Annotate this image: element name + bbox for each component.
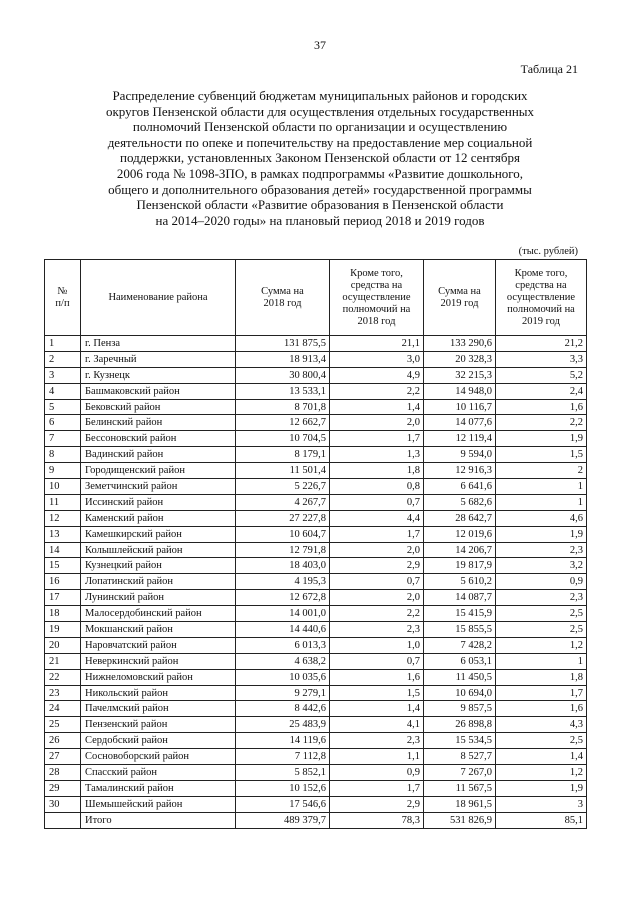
table-row: [45, 685, 587, 701]
table-row: [45, 669, 587, 685]
sum-2019: 11 450,5: [424, 669, 496, 685]
sum-2018: 8 442,6: [236, 701, 330, 717]
page-number: 37: [314, 38, 326, 52]
extra-2019: 2,3: [496, 590, 587, 606]
row-number: 4: [45, 383, 81, 399]
extra-2019: 2,5: [496, 606, 587, 622]
extra-2019: 2,5: [496, 733, 587, 749]
row-number: 7: [45, 431, 81, 447]
sum-2019: 15 415,9: [424, 606, 496, 622]
district-name: Лунинский район: [81, 590, 236, 606]
sum-2018: 12 791,8: [236, 542, 330, 558]
district-name: Шемышейский район: [81, 796, 236, 812]
district-name: г. Кузнецк: [81, 367, 236, 383]
extra-2019: 1,5: [496, 447, 587, 463]
sum-2018: 5 852,1: [236, 765, 330, 781]
table-row: [45, 447, 587, 463]
extra-2018: 0,9: [330, 765, 424, 781]
extra-2018: 1,7: [330, 780, 424, 796]
row-number: 6: [45, 415, 81, 431]
sum-2018: 4 195,3: [236, 574, 330, 590]
header-extra-2019: Кроме того, средства на осуществление полномочий на 2019 год: [496, 260, 587, 336]
row-number: 15: [45, 558, 81, 574]
table-row: [45, 749, 587, 765]
row-number: 16: [45, 574, 81, 590]
sum-2018: 10 704,5: [236, 431, 330, 447]
sum-2018: 17 546,6: [236, 796, 330, 812]
table-row: [45, 558, 587, 574]
sum-2019: 5 682,6: [424, 494, 496, 510]
district-name: Белинский район: [81, 415, 236, 431]
extra-2019: 1: [496, 494, 587, 510]
sum-2019: 6 641,6: [424, 479, 496, 495]
extra-2018: 2,2: [330, 606, 424, 622]
district-name: Пензенский район: [81, 717, 236, 733]
sum-2019: 26 898,8: [424, 717, 496, 733]
extra-2018: 2,3: [330, 622, 424, 638]
extra-2018: 2,0: [330, 590, 424, 606]
sum-2019: 5 610,2: [424, 574, 496, 590]
sum-2019: 9 594,0: [424, 447, 496, 463]
total-row: [45, 812, 587, 828]
header-sum-2019: Сумма на 2019 год: [424, 260, 496, 336]
sum-2018: 7 112,8: [236, 749, 330, 765]
sum-2019: 12 019,6: [424, 526, 496, 542]
district-name: Лопатинский район: [81, 574, 236, 590]
extra-2018: 1,5: [330, 685, 424, 701]
row-number: 20: [45, 637, 81, 653]
sum-2019: 10 116,7: [424, 399, 496, 415]
district-name: Колышлейский район: [81, 542, 236, 558]
table-row: [45, 701, 587, 717]
extra-2019: 5,2: [496, 367, 587, 383]
district-name: Сосновоборский район: [81, 749, 236, 765]
row-number: 13: [45, 526, 81, 542]
subventions-table: [44, 259, 587, 829]
sum-2018: 27 227,8: [236, 510, 330, 526]
sum-2019: 12 916,3: [424, 463, 496, 479]
district-name: Мокшанский район: [81, 622, 236, 638]
row-number: 24: [45, 701, 81, 717]
district-name: Малосердобинский район: [81, 606, 236, 622]
extra-2019: 4,6: [496, 510, 587, 526]
table-row: [45, 431, 587, 447]
extra-2018: 1,7: [330, 526, 424, 542]
extra-2018: 1,6: [330, 669, 424, 685]
extra-2019: 2,3: [496, 542, 587, 558]
district-name: Тамалинский район: [81, 780, 236, 796]
extra-2018: 0,7: [330, 574, 424, 590]
extra-2019: 1,6: [496, 701, 587, 717]
sum-2019: 531 826,9: [424, 812, 496, 828]
sum-2018: 10 604,7: [236, 526, 330, 542]
extra-2018: 78,3: [330, 812, 424, 828]
extra-2019: 1,9: [496, 780, 587, 796]
district-name: Нижнеломовский район: [81, 669, 236, 685]
header-sum-2018: Сумма на 2018 год: [236, 260, 330, 336]
extra-2018: 1,8: [330, 463, 424, 479]
extra-2018: 0,7: [330, 494, 424, 510]
table-row: [45, 765, 587, 781]
district-name: Бековский район: [81, 399, 236, 415]
table-row: [45, 463, 587, 479]
table-row: [45, 542, 587, 558]
table-row: [45, 479, 587, 495]
district-name: Никольский район: [81, 685, 236, 701]
district-name: Неверкинский район: [81, 653, 236, 669]
table-row: [45, 717, 587, 733]
sum-2018: 4 638,2: [236, 653, 330, 669]
extra-2018: 1,3: [330, 447, 424, 463]
table-row: [45, 574, 587, 590]
table-row: [45, 606, 587, 622]
row-number: 28: [45, 765, 81, 781]
extra-2019: 1,7: [496, 685, 587, 701]
sum-2018: 12 662,7: [236, 415, 330, 431]
sum-2019: 14 948,0: [424, 383, 496, 399]
row-number: 23: [45, 685, 81, 701]
district-name: Иссинский район: [81, 494, 236, 510]
extra-2018: 3,0: [330, 351, 424, 367]
extra-2018: 1,0: [330, 637, 424, 653]
sum-2018: 10 035,6: [236, 669, 330, 685]
sum-2019: 11 567,5: [424, 780, 496, 796]
sum-2019: 7 428,2: [424, 637, 496, 653]
extra-2018: 4,4: [330, 510, 424, 526]
extra-2019: 1,6: [496, 399, 587, 415]
row-number: 2: [45, 351, 81, 367]
extra-2018: 21,1: [330, 336, 424, 352]
table-body: [45, 336, 587, 829]
district-name: г. Заречный: [81, 351, 236, 367]
extra-2019: 0,9: [496, 574, 587, 590]
extra-2019: 1,4: [496, 749, 587, 765]
extra-2019: 3: [496, 796, 587, 812]
district-name: Камешкирский район: [81, 526, 236, 542]
row-number: 5: [45, 399, 81, 415]
district-name: Вадинский район: [81, 447, 236, 463]
extra-2019: 21,2: [496, 336, 587, 352]
extra-2018: 1,1: [330, 749, 424, 765]
sum-2018: 10 152,6: [236, 780, 330, 796]
extra-2019: 4,3: [496, 717, 587, 733]
header-name: Наименование района: [81, 260, 236, 336]
table-row: [45, 780, 587, 796]
sum-2018: 6 013,3: [236, 637, 330, 653]
row-number: 9: [45, 463, 81, 479]
extra-2019: 1,2: [496, 637, 587, 653]
extra-2018: 1,7: [330, 431, 424, 447]
table-row: [45, 336, 587, 352]
extra-2019: 85,1: [496, 812, 587, 828]
extra-2019: 1,8: [496, 669, 587, 685]
row-number: 17: [45, 590, 81, 606]
table-row: [45, 510, 587, 526]
row-number: 21: [45, 653, 81, 669]
sum-2018: 4 267,7: [236, 494, 330, 510]
table-row: [45, 622, 587, 638]
row-number: 1: [45, 336, 81, 352]
row-number: 14: [45, 542, 81, 558]
table-row: [45, 590, 587, 606]
document-title: Распределение субвенций бюджетам муниципальных районов и городских округов Пензенской области для осуществления отдельных государственных полномочий Пензенской области по организации и осуществлению деятельности по опеке и попечительству на предоставление мер социальной поддержки, установленных Законом Пензенской области от 12 сентября 2006 года № 1098-ЗПО, в рамках подпрограммы «Развитие дошкольного, общего и дополнительного образования детей» государственной программы Пензенской области «Развитие образования в Пензенской области на 2014–2020 годы» на плановый период 2018 и 2019 годов: [105, 88, 535, 228]
table-row: [45, 637, 587, 653]
extra-2019: 2,4: [496, 383, 587, 399]
table-row: [45, 653, 587, 669]
district-name: Башмаковский район: [81, 383, 236, 399]
table-label: Таблица 21: [520, 62, 578, 76]
extra-2019: 2,2: [496, 415, 587, 431]
sum-2019: 14 077,6: [424, 415, 496, 431]
district-name: Пачелмский район: [81, 701, 236, 717]
extra-2019: 1,9: [496, 526, 587, 542]
extra-2018: 0,8: [330, 479, 424, 495]
extra-2018: 2,3: [330, 733, 424, 749]
sum-2019: 20 328,3: [424, 351, 496, 367]
units-note: (тыс. рублей): [518, 246, 578, 257]
extra-2018: 2,0: [330, 542, 424, 558]
extra-2018: 2,0: [330, 415, 424, 431]
extra-2018: 2,9: [330, 796, 424, 812]
extra-2019: 1,9: [496, 431, 587, 447]
extra-2018: 2,9: [330, 558, 424, 574]
sum-2019: 7 267,0: [424, 765, 496, 781]
extra-2019: 3,3: [496, 351, 587, 367]
row-number: 18: [45, 606, 81, 622]
table-row: [45, 351, 587, 367]
row-number: 10: [45, 479, 81, 495]
row-number: 12: [45, 510, 81, 526]
district-name: Итого: [81, 812, 236, 828]
table-row: [45, 733, 587, 749]
extra-2018: 1,4: [330, 399, 424, 415]
district-name: Бессоновский район: [81, 431, 236, 447]
extra-2019: 1: [496, 479, 587, 495]
row-number: 3: [45, 367, 81, 383]
sum-2019: 15 534,5: [424, 733, 496, 749]
extra-2018: 0,7: [330, 653, 424, 669]
sum-2018: 14 119,6: [236, 733, 330, 749]
row-number: 22: [45, 669, 81, 685]
sum-2019: 133 290,6: [424, 336, 496, 352]
table-row: [45, 526, 587, 542]
table-row: [45, 415, 587, 431]
row-number: 29: [45, 780, 81, 796]
sum-2018: 9 279,1: [236, 685, 330, 701]
sum-2019: 28 642,7: [424, 510, 496, 526]
sum-2018: 12 672,8: [236, 590, 330, 606]
sum-2019: 18 961,5: [424, 796, 496, 812]
sum-2019: 14 087,7: [424, 590, 496, 606]
district-name: Городищенский район: [81, 463, 236, 479]
sum-2019: 32 215,3: [424, 367, 496, 383]
sum-2018: 25 483,9: [236, 717, 330, 733]
district-name: Каменский район: [81, 510, 236, 526]
district-name: г. Пенза: [81, 336, 236, 352]
sum-2018: 5 226,7: [236, 479, 330, 495]
row-number: [45, 812, 81, 828]
header-num: № п/п: [45, 260, 81, 336]
sum-2018: 18 913,4: [236, 351, 330, 367]
extra-2019: 3,2: [496, 558, 587, 574]
table-header-row: [45, 260, 587, 336]
sum-2019: 10 694,0: [424, 685, 496, 701]
row-number: 26: [45, 733, 81, 749]
extra-2019: 2: [496, 463, 587, 479]
row-number: 19: [45, 622, 81, 638]
extra-2018: 1,4: [330, 701, 424, 717]
sum-2018: 489 379,7: [236, 812, 330, 828]
sum-2018: 8 701,8: [236, 399, 330, 415]
header-extra-2018: Кроме того, средства на осуществление полномочий на 2018 год: [330, 260, 424, 336]
extra-2019: 1: [496, 653, 587, 669]
sum-2019: 6 053,1: [424, 653, 496, 669]
district-name: Кузнецкий район: [81, 558, 236, 574]
sum-2018: 18 403,0: [236, 558, 330, 574]
sum-2018: 30 800,4: [236, 367, 330, 383]
sum-2019: 9 857,5: [424, 701, 496, 717]
sum-2019: 15 855,5: [424, 622, 496, 638]
district-name: Наровчатский район: [81, 637, 236, 653]
table-row: [45, 494, 587, 510]
sum-2019: 8 527,7: [424, 749, 496, 765]
sum-2019: 14 206,7: [424, 542, 496, 558]
sum-2018: 11 501,4: [236, 463, 330, 479]
extra-2018: 4,1: [330, 717, 424, 733]
extra-2018: 2,2: [330, 383, 424, 399]
row-number: 25: [45, 717, 81, 733]
table-row: [45, 367, 587, 383]
sum-2019: 12 119,4: [424, 431, 496, 447]
row-number: 8: [45, 447, 81, 463]
table-row: [45, 383, 587, 399]
sum-2019: 19 817,9: [424, 558, 496, 574]
sum-2018: 131 875,5: [236, 336, 330, 352]
row-number: 30: [45, 796, 81, 812]
extra-2019: 1,2: [496, 765, 587, 781]
district-name: Земетчинский район: [81, 479, 236, 495]
district-name: Сердобский район: [81, 733, 236, 749]
extra-2019: 2,5: [496, 622, 587, 638]
row-number: 27: [45, 749, 81, 765]
extra-2018: 4,9: [330, 367, 424, 383]
sum-2018: 14 440,6: [236, 622, 330, 638]
sum-2018: 8 179,1: [236, 447, 330, 463]
row-number: 11: [45, 494, 81, 510]
table-row: [45, 796, 587, 812]
table-row: [45, 399, 587, 415]
district-name: Спасский район: [81, 765, 236, 781]
sum-2018: 13 533,1: [236, 383, 330, 399]
sum-2018: 14 001,0: [236, 606, 330, 622]
